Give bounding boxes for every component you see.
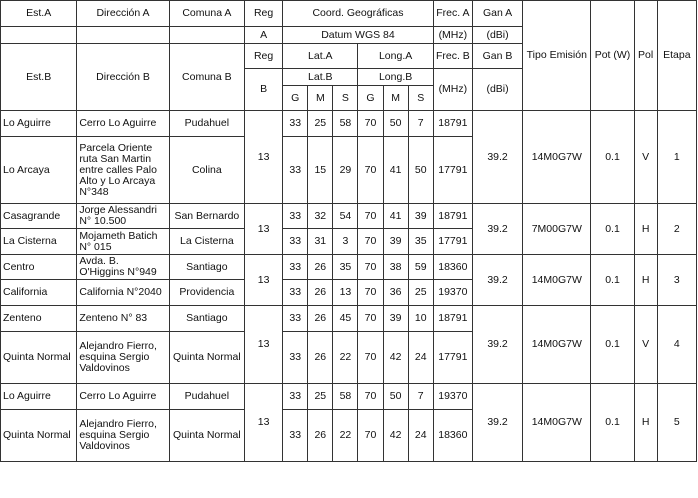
frequency-cell: 18791 bbox=[433, 306, 472, 332]
coord-cell-lat-g: 33 bbox=[283, 306, 308, 332]
coord-cell-lat-s: 45 bbox=[333, 306, 358, 332]
header-dbi-b: (dBi) bbox=[472, 69, 522, 111]
coord-cell-lon-m: 38 bbox=[383, 255, 408, 280]
gain-cell: 39.2 bbox=[472, 204, 522, 255]
coord-cell-lat-g: 33 bbox=[283, 229, 308, 255]
emission-type-cell: 7M00G7W bbox=[523, 204, 591, 255]
coord-cell-lon-m: 50 bbox=[383, 111, 408, 137]
header-lat-g: G bbox=[283, 86, 308, 111]
coord-cell-lon-g: 70 bbox=[358, 204, 383, 229]
coord-cell-lon-g: 70 bbox=[358, 280, 383, 306]
polarization-cell: H bbox=[634, 255, 657, 306]
header-empty bbox=[77, 27, 169, 44]
region-cell: 13 bbox=[245, 306, 283, 384]
coord-cell-lat-m: 32 bbox=[308, 204, 333, 229]
address-cell: Alejandro Fierro, esquina Sergio Valdovinos bbox=[77, 410, 169, 462]
frequency-cell: 19370 bbox=[433, 280, 472, 306]
station-cell: La Cisterna bbox=[1, 229, 77, 255]
emission-type-cell: 14M0G7W bbox=[523, 306, 591, 384]
coord-cell-lon-s: 39 bbox=[408, 204, 433, 229]
comuna-cell: Santiago bbox=[169, 306, 244, 332]
coord-cell-lat-m: 15 bbox=[308, 137, 333, 204]
address-cell: Avda. B. O'Higgins N°949 bbox=[77, 255, 169, 280]
station-cell: Casagrande bbox=[1, 204, 77, 229]
station-cell: Lo Arcaya bbox=[1, 137, 77, 204]
region-cell: 13 bbox=[245, 204, 283, 255]
emission-type-cell: 14M0G7W bbox=[523, 384, 591, 462]
station-cell: Lo Aguirre bbox=[1, 384, 77, 410]
header-lat-b: Lat.B bbox=[283, 69, 358, 86]
header-long-a: Long.A bbox=[358, 44, 433, 69]
gain-cell: 39.2 bbox=[472, 111, 522, 204]
coord-cell-lat-g: 33 bbox=[283, 410, 308, 462]
coord-cell-lon-s: 24 bbox=[408, 332, 433, 384]
power-cell: 0.1 bbox=[591, 255, 634, 306]
coord-cell-lon-g: 70 bbox=[358, 410, 383, 462]
frequency-cell: 17791 bbox=[433, 229, 472, 255]
address-cell: Mojameth Batich N° 015 bbox=[77, 229, 169, 255]
coord-cell-lon-m: 39 bbox=[383, 229, 408, 255]
header-etapa: Etapa bbox=[657, 1, 696, 111]
coord-cell-lon-g: 70 bbox=[358, 255, 383, 280]
coord-cell-lon-s: 50 bbox=[408, 137, 433, 204]
header-empty bbox=[169, 27, 244, 44]
coord-cell-lat-s: 35 bbox=[333, 255, 358, 280]
coord-cell-lon-m: 42 bbox=[383, 410, 408, 462]
header-lat-s: S bbox=[333, 86, 358, 111]
coord-cell-lon-g: 70 bbox=[358, 111, 383, 137]
header-est-b: Est.B bbox=[1, 44, 77, 111]
header-datum: Datum WGS 84 bbox=[283, 27, 434, 44]
header-dir-a: Dirección A bbox=[77, 1, 169, 27]
coord-cell-lon-m: 42 bbox=[383, 332, 408, 384]
comuna-cell: San Bernardo bbox=[169, 204, 244, 229]
coord-cell-lon-m: 41 bbox=[383, 137, 408, 204]
gain-cell: 39.2 bbox=[472, 384, 522, 462]
coord-cell-lat-s: 13 bbox=[333, 280, 358, 306]
coord-cell-lon-m: 41 bbox=[383, 204, 408, 229]
frequency-cell: 17791 bbox=[433, 137, 472, 204]
power-cell: 0.1 bbox=[591, 111, 634, 204]
coord-cell-lon-g: 70 bbox=[358, 137, 383, 204]
gain-cell: 39.2 bbox=[472, 306, 522, 384]
header-pot: Pot (W) bbox=[591, 1, 634, 111]
coord-cell-lat-m: 31 bbox=[308, 229, 333, 255]
header-gan-b: Gan B bbox=[472, 44, 522, 69]
coord-cell-lat-m: 25 bbox=[308, 111, 333, 137]
station-cell: Quinta Normal bbox=[1, 332, 77, 384]
header-lon-g: G bbox=[358, 86, 383, 111]
coord-cell-lon-m: 50 bbox=[383, 384, 408, 410]
address-cell: Cerro Lo Aguirre bbox=[77, 111, 169, 137]
frequency-cell: 17791 bbox=[433, 332, 472, 384]
coord-cell-lon-s: 7 bbox=[408, 384, 433, 410]
stage-cell: 2 bbox=[657, 204, 696, 255]
comuna-cell: Pudahuel bbox=[169, 111, 244, 137]
emission-type-cell: 14M0G7W bbox=[523, 111, 591, 204]
coord-cell-lat-s: 54 bbox=[333, 204, 358, 229]
comuna-cell: Santiago bbox=[169, 255, 244, 280]
address-cell: Alejandro Fierro, esquina Sergio Valdovinos bbox=[77, 332, 169, 384]
comuna-cell: Quinta Normal bbox=[169, 410, 244, 462]
coord-cell-lon-m: 36 bbox=[383, 280, 408, 306]
power-cell: 0.1 bbox=[591, 204, 634, 255]
coord-cell-lat-g: 33 bbox=[283, 332, 308, 384]
region-cell: 13 bbox=[245, 255, 283, 306]
table-row bbox=[1, 204, 697, 229]
header-lat-a: Lat.A bbox=[283, 44, 358, 69]
coord-cell-lon-s: 35 bbox=[408, 229, 433, 255]
polarization-cell: H bbox=[634, 384, 657, 462]
header-reg: Reg bbox=[245, 1, 283, 27]
stage-cell: 5 bbox=[657, 384, 696, 462]
coord-cell-lat-s: 58 bbox=[333, 111, 358, 137]
address-cell: Zenteno N° 83 bbox=[77, 306, 169, 332]
power-cell: 0.1 bbox=[591, 384, 634, 462]
coord-cell-lat-g: 33 bbox=[283, 137, 308, 204]
coord-cell-lat-g: 33 bbox=[283, 384, 308, 410]
table-row bbox=[1, 255, 697, 280]
header-est-a: Est.A bbox=[1, 1, 77, 27]
coord-cell-lat-s: 22 bbox=[333, 410, 358, 462]
header-reg: Reg bbox=[245, 44, 283, 69]
coord-cell-lat-s: 22 bbox=[333, 332, 358, 384]
coord-cell-lon-g: 70 bbox=[358, 384, 383, 410]
frequency-cell: 18360 bbox=[433, 410, 472, 462]
polarization-cell: V bbox=[634, 306, 657, 384]
frequency-cell: 18791 bbox=[433, 111, 472, 137]
polarization-cell: V bbox=[634, 111, 657, 204]
stage-cell: 3 bbox=[657, 255, 696, 306]
header-tipo: Tipo Emisión bbox=[523, 1, 591, 111]
header-reg-a: A bbox=[245, 27, 283, 44]
frequency-cell: 19370 bbox=[433, 384, 472, 410]
coord-cell-lat-s: 58 bbox=[333, 384, 358, 410]
stage-cell: 1 bbox=[657, 111, 696, 204]
header-gan-a: Gan A bbox=[472, 1, 522, 27]
coord-cell-lon-g: 70 bbox=[358, 229, 383, 255]
frequency-cell: 18791 bbox=[433, 204, 472, 229]
comuna-cell: Pudahuel bbox=[169, 384, 244, 410]
coord-cell-lat-m: 26 bbox=[308, 332, 333, 384]
comuna-cell: Quinta Normal bbox=[169, 332, 244, 384]
header-frec-b: Frec. B bbox=[433, 44, 472, 69]
header-lon-m: M bbox=[383, 86, 408, 111]
gain-cell: 39.2 bbox=[472, 255, 522, 306]
coord-cell-lat-g: 33 bbox=[283, 255, 308, 280]
table-row bbox=[1, 306, 697, 332]
comuna-cell: Providencia bbox=[169, 280, 244, 306]
stage-cell: 4 bbox=[657, 306, 696, 384]
comuna-cell: Colina bbox=[169, 137, 244, 204]
header-mhz-a: (MHz) bbox=[433, 27, 472, 44]
coord-cell-lat-g: 33 bbox=[283, 204, 308, 229]
comuna-cell: La Cisterna bbox=[169, 229, 244, 255]
header-mhz-b: (MHz) bbox=[433, 69, 472, 111]
address-cell: Jorge Alessandri N° 10.500 bbox=[77, 204, 169, 229]
header-row bbox=[1, 1, 697, 27]
header-lat-m: M bbox=[308, 86, 333, 111]
coord-cell-lon-g: 70 bbox=[358, 306, 383, 332]
station-cell: California bbox=[1, 280, 77, 306]
coord-cell-lon-s: 10 bbox=[408, 306, 433, 332]
address-cell: Cerro Lo Aguirre bbox=[77, 384, 169, 410]
header-frec-a: Frec. A bbox=[433, 1, 472, 27]
coord-cell-lat-m: 26 bbox=[308, 280, 333, 306]
station-cell: Zenteno bbox=[1, 306, 77, 332]
coord-cell-lat-m: 26 bbox=[308, 306, 333, 332]
station-cell: Lo Aguirre bbox=[1, 111, 77, 137]
coord-cell-lon-g: 70 bbox=[358, 332, 383, 384]
emission-type-cell: 14M0G7W bbox=[523, 255, 591, 306]
coord-cell-lon-s: 24 bbox=[408, 410, 433, 462]
region-cell: 13 bbox=[245, 111, 283, 204]
frequency-cell: 18360 bbox=[433, 255, 472, 280]
coord-cell-lon-s: 7 bbox=[408, 111, 433, 137]
header-reg-b: B bbox=[245, 69, 283, 111]
table-row bbox=[1, 111, 697, 137]
power-cell: 0.1 bbox=[591, 306, 634, 384]
header-comuna-b: Comuna B bbox=[169, 44, 244, 111]
coord-cell-lon-s: 25 bbox=[408, 280, 433, 306]
address-cell: Parcela Oriente ruta San Martin entre calles Palo Alto y Lo Arcaya N°348 bbox=[77, 137, 169, 204]
table-row bbox=[1, 384, 697, 410]
header-long-b: Long.B bbox=[358, 69, 433, 86]
address-cell: California N°2040 bbox=[77, 280, 169, 306]
coord-cell-lat-m: 25 bbox=[308, 384, 333, 410]
polarization-cell: H bbox=[634, 204, 657, 255]
header-dbi-a: (dBi) bbox=[472, 27, 522, 44]
region-cell: 13 bbox=[245, 384, 283, 462]
header-dir-b: Dirección B bbox=[77, 44, 169, 111]
coord-cell-lat-s: 3 bbox=[333, 229, 358, 255]
station-cell: Centro bbox=[1, 255, 77, 280]
header-coord: Coord. Geográficas bbox=[283, 1, 434, 27]
station-cell: Quinta Normal bbox=[1, 410, 77, 462]
coord-cell-lon-s: 59 bbox=[408, 255, 433, 280]
header-pol: Pol bbox=[634, 1, 657, 111]
coord-cell-lat-g: 33 bbox=[283, 280, 308, 306]
header-empty bbox=[1, 27, 77, 44]
header-comuna-a: Comuna A bbox=[169, 1, 244, 27]
coord-cell-lat-m: 26 bbox=[308, 410, 333, 462]
coord-cell-lat-m: 26 bbox=[308, 255, 333, 280]
coord-cell-lon-m: 39 bbox=[383, 306, 408, 332]
coord-cell-lat-s: 29 bbox=[333, 137, 358, 204]
coord-cell-lat-g: 33 bbox=[283, 111, 308, 137]
header-lon-s: S bbox=[408, 86, 433, 111]
